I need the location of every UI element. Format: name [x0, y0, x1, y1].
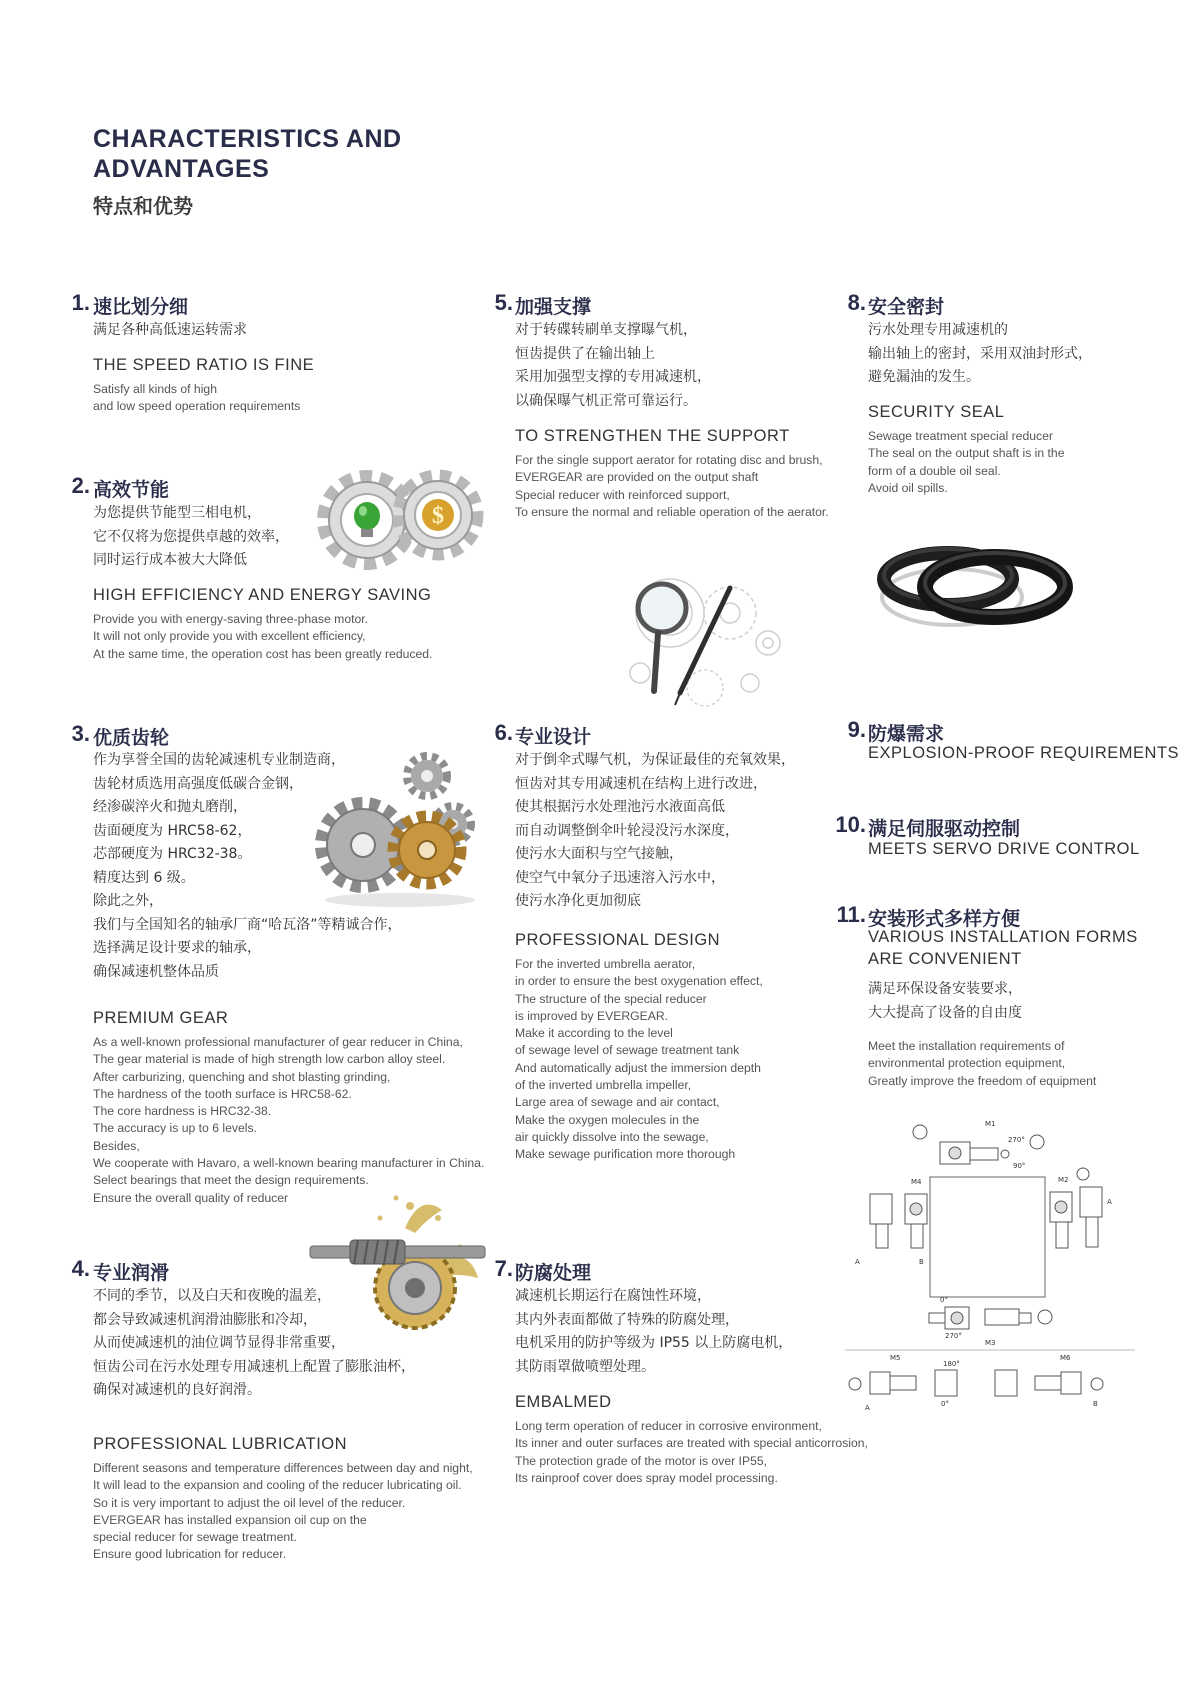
en-line: of sewage level of sewage treatment tank: [515, 1043, 740, 1058]
en-line: Different seasons and temperature differences between day and night,: [93, 1461, 473, 1475]
zh-line: 齿轮材质选用高强度低碳合金钢，: [93, 775, 303, 792]
en-line: The hardness of the tooth surface is HRC58-62.: [93, 1086, 352, 1101]
section-title: 防爆需求: [868, 723, 945, 745]
section-en-title: PROFESSIONAL DESIGN: [515, 931, 721, 949]
en-line: is improved by EVERGEAR.: [515, 1008, 669, 1023]
section-en-title: MEETS SERVO DRIVE CONTROL: [868, 840, 1140, 858]
en-line: special reducer for sewage treatment.: [93, 1530, 297, 1545]
en-line: And automatically adjust the immersion depth: [515, 1060, 761, 1075]
zh-line: 作为享誉全国的齿轮减速机专业制造商，: [93, 752, 345, 768]
en-line: Make sewage purification more thorough: [515, 1147, 736, 1162]
label-m6: M6: [1060, 1354, 1071, 1362]
en-line: Ensure good lubrication for reducer.: [93, 1547, 287, 1562]
reducer-m5-icon: [849, 1370, 957, 1396]
en-line: It will not only provide you with excellent efficiency,: [93, 629, 366, 644]
label-270-bottom: 270°: [945, 1332, 962, 1340]
zh-line: 恒齿公司在污水处理专用减速机上配置了膨胀油杯，: [93, 1358, 415, 1375]
section-en-title: TO STRENGTHEN THE SUPPORT: [515, 427, 790, 445]
section-en-title: EXPLOSION-PROOF REQUIREMENTS: [868, 744, 1180, 762]
zh-line: 确保对减速机的良好润滑。: [93, 1382, 261, 1398]
en-line: Avoid oil spills.: [868, 480, 948, 495]
zh-line: 芯部硬度为 HRC32-38。: [93, 846, 252, 862]
zh-line: 使污水净化更加彻底: [515, 893, 641, 909]
en-line: Long term operation of reducer in corrosive environment,: [515, 1419, 822, 1433]
section-en-title: PREMIUM GEAR: [93, 1009, 229, 1027]
zh-line: 我们与全国知名的轴承厂商“哈瓦洛”等精诚合作，: [93, 916, 402, 933]
section-title: 优质齿轮: [93, 727, 170, 749]
zh-line: 满足环保设备安装要求，: [868, 981, 1022, 997]
zh-line: 除此之外，: [93, 893, 163, 909]
reducer-m3-icon: [929, 1307, 1052, 1329]
zh-line: 其防雨罩做喷塑处理。: [515, 1358, 655, 1375]
zh-line: 使其根据污水处理池污水液面高低: [515, 799, 725, 815]
en-line: For the single support aerator for rotating disc and brush,: [515, 453, 823, 467]
section-zh-text: [515, 1285, 792, 1379]
en-line: Provide you with energy-saving three-phase motor.: [93, 612, 369, 626]
section-en-title: [868, 926, 1138, 970]
en-line: Sewage treatment special reducer: [868, 429, 1053, 443]
en-line: Large area of sewage and air contact,: [515, 1095, 720, 1110]
en-line: EVERGEAR has installed expansion oil cup on the: [93, 1512, 367, 1527]
section-en-text: [515, 452, 829, 521]
en-line: The structure of the special reducer: [515, 991, 707, 1006]
label-b-m6: B: [1093, 1400, 1098, 1408]
mounting-frame: [930, 1177, 1045, 1297]
reducer-m1-icon: [913, 1125, 1044, 1164]
zh-line: 对于转碟转刷单支撑曝气机，: [515, 322, 697, 338]
label-90: 90°: [1013, 1162, 1026, 1170]
zh-line: 使污水大面积与空气接触，: [515, 846, 683, 862]
zh-line: 恒齿对其专用减速机在结构上进行改进，: [515, 775, 767, 792]
section-number: 1.: [71, 290, 90, 315]
zh-line: 大大提高了设备的自由度: [868, 1004, 1022, 1021]
dollar-coin-icon: [422, 499, 454, 531]
en-line: After carburizing, quenching and shot blasting grinding,: [93, 1069, 391, 1084]
section-en-text: [868, 428, 1064, 497]
gear-cluster-illustration: [315, 750, 485, 910]
en-line: form of a double oil seal.: [868, 463, 1001, 478]
zh-line: 经渗碳淬火和抛丸磨削，: [93, 799, 247, 815]
section-number: 4.: [71, 1256, 90, 1281]
section-title: 加强支撑: [515, 296, 592, 318]
en-line: Special reducer with reinforced support,: [515, 487, 730, 502]
section-en-title: PROFESSIONAL LUBRICATION: [93, 1435, 348, 1453]
label-a-right: A: [1107, 1198, 1112, 1206]
section-zh-text: [515, 749, 795, 914]
zh-line: 使空气中氧分子迅速溶入污水中，: [515, 869, 725, 886]
en-line: in order to ensure the best oxygenation effect,: [515, 974, 763, 989]
zh-line: 为您提供节能型三相电机，: [93, 505, 261, 521]
zh-line: 不同的季节，以及白天和夜晚的温差，: [93, 1288, 331, 1304]
en-line: At the same time, the operation cost has been greatly reduced.: [93, 646, 433, 661]
en-line: For the inverted umbrella aerator,: [515, 957, 696, 971]
section-number: 8.: [847, 290, 866, 315]
section-zh-text: [515, 319, 711, 413]
page-title: [93, 124, 493, 184]
design-sketch-illustration: [620, 573, 795, 723]
section-number: 6.: [494, 720, 513, 745]
page-title-line1: CHARACTERISTICS AND: [93, 125, 402, 153]
en-line: Ensure the overall quality of reducer: [93, 1190, 289, 1205]
section-number: 7.: [494, 1256, 513, 1281]
en-line: The protection grade of the motor is over IP55,: [515, 1453, 768, 1468]
section-title: 安装形式多样方便: [868, 908, 1021, 930]
reducer-m6-icon: [995, 1370, 1103, 1396]
section-title: 防腐处理: [515, 1262, 592, 1284]
zh-line: 同时运行成本被大大降低: [93, 552, 247, 568]
zh-line: 满足各种高低速运转需求: [93, 322, 247, 338]
zh-line: 精度达到 6 级。: [93, 869, 195, 886]
section-number: 3.: [71, 721, 90, 746]
label-0: 0°: [940, 1296, 948, 1304]
zh-line: 污水处理专用减速机的: [868, 322, 1008, 338]
en-line: air quickly dissolve into the sewage,: [515, 1129, 709, 1144]
section-number: 10.: [835, 812, 866, 837]
section-en-title: THE SPEED RATIO IS FINE: [93, 356, 315, 374]
section-en-text: [93, 1460, 473, 1564]
section-en-text: [93, 611, 432, 663]
zh-line: 齿面硬度为 HRC58-62，: [93, 822, 252, 839]
section-en-title: HIGH EFFICIENCY AND ENERGY SAVING: [93, 586, 432, 604]
label-a-left: A: [855, 1258, 860, 1266]
en-line: It will lead to the expansion and cooling of the reducer lubricating oil.: [93, 1478, 462, 1493]
en-line: EVERGEAR are provided on the output shaft: [515, 470, 759, 485]
zh-line: 它不仅将为您提供卓越的效率，: [93, 528, 289, 545]
label-m1: M1: [985, 1120, 996, 1128]
en-line: of the inverted umbrella impeller,: [515, 1078, 692, 1093]
section-title: 安全密封: [868, 296, 945, 318]
en-line: The core hardness is HRC32-38.: [93, 1104, 272, 1119]
zh-line: 采用加强型支撑的专用减速机，: [515, 369, 711, 385]
seal-ring-icon: [925, 553, 1065, 617]
page-title-line2: ADVANTAGES: [93, 155, 270, 183]
en-line: So it is very important to adjust the oil level of the reducer.: [93, 1495, 406, 1510]
section-title: 高效节能: [93, 479, 170, 501]
zh-line: 电机采用的防护等级为 IP55 以上防腐电机，: [515, 1335, 793, 1351]
reducer-m4-icon: [870, 1194, 927, 1248]
zh-line: 确保减速机整体品质: [93, 963, 219, 980]
label-0-m5: 0°: [941, 1400, 949, 1408]
en-line: Make it according to the level: [515, 1026, 673, 1041]
section-en-title: EMBALMED: [515, 1393, 612, 1411]
svg-text:$: $: [432, 503, 444, 529]
section-title: 专业润滑: [93, 1262, 170, 1284]
label-b-left: B: [919, 1258, 924, 1266]
en-line: Its inner and outer surfaces are treated with special anticorrosion,: [515, 1436, 868, 1451]
section-en-title: SECURITY SEAL: [868, 403, 1005, 421]
en-line: To ensure the normal and reliable operation of the aerator.: [515, 504, 829, 519]
zh-line: 避免漏油的发生。: [868, 369, 980, 385]
section-number: 5.: [494, 290, 513, 315]
en-line: The seal on the output shaft is in the: [868, 446, 1065, 461]
section-number: 11.: [836, 902, 866, 927]
en-title-line: VARIOUS INSTALLATION FORMS: [868, 928, 1138, 946]
section-title: 专业设计: [515, 726, 592, 748]
en-line: environmental protection equipment,: [868, 1056, 1066, 1071]
en-line: Satisfy all kinds of high: [93, 382, 217, 396]
label-m3: M3: [985, 1339, 996, 1347]
label-270: 270°: [1008, 1136, 1025, 1144]
en-line: Select bearings that meet the design requirements.: [93, 1173, 369, 1188]
section-number: 2.: [71, 473, 90, 498]
en-line: Meet the installation requirements of: [868, 1039, 1065, 1053]
zh-line: 选择满足设计要求的轴承，: [93, 940, 261, 956]
en-line: Make the oxygen molecules in the: [515, 1112, 700, 1127]
section-zh-text: [93, 319, 247, 343]
zh-line: 恒齿提供了在输出轴上: [515, 345, 655, 362]
en-line: The gear material is made of high strength low carbon alloy steel.: [93, 1052, 446, 1067]
section-zh-text: [868, 978, 1022, 1025]
section-zh-text: [93, 502, 289, 573]
label-m2: M2: [1058, 1176, 1069, 1184]
gear-icon: [407, 756, 447, 796]
zh-line: 都会导致减速机润滑油膨胀和冷却，: [93, 1311, 317, 1328]
section-en-text: [868, 1038, 1096, 1090]
installation-positions-diagram: [845, 1112, 1135, 1417]
en-title-line: ARE CONVENIENT: [868, 950, 1022, 968]
label-a-m5: A: [865, 1404, 870, 1412]
zh-line: 输出轴上的密封，采用双油封形式，: [868, 345, 1092, 362]
label-m4: M4: [911, 1178, 922, 1186]
zh-line: 以确保曝气机正常可靠运行。: [515, 392, 697, 409]
zh-line: 其内外表面都做了特殊的防腐处理，: [515, 1311, 739, 1328]
magnifier-icon: [638, 584, 686, 691]
zh-line: 从而使减速机的油位调节显得非常重要，: [93, 1335, 345, 1351]
oil-seal-illustration: [870, 535, 1075, 635]
oil-shaft-illustration: [310, 1188, 485, 1338]
section-zh-text: [868, 319, 1092, 390]
energy-gears-illustration: [320, 465, 485, 570]
en-line: The accuracy is up to 6 levels.: [93, 1121, 257, 1136]
en-line: As a well-known professional manufacturer of gear reducer in China,: [93, 1035, 463, 1049]
section-en-text: [93, 381, 300, 416]
section-title: 速比划分细: [93, 296, 189, 318]
en-line: Greatly improve the freedom of equipment: [868, 1073, 1097, 1088]
en-line: Its rainproof cover does spray model processing.: [515, 1470, 778, 1485]
en-line: and low speed operation requirements: [93, 399, 301, 414]
en-line: Besides,: [93, 1138, 140, 1153]
zh-line: 减速机长期运行在腐蚀性环境，: [515, 1288, 711, 1304]
section-title: 满足伺服驱动控制: [868, 818, 1021, 840]
section-en-text: [515, 956, 763, 1164]
zh-line: 而自动调整倒伞叶轮浸没污水深度，: [515, 822, 739, 839]
section-en-text: [93, 1034, 484, 1207]
label-m5: M5: [890, 1354, 901, 1362]
section-en-text: [515, 1418, 868, 1487]
page-subtitle: 特点和优势: [93, 194, 193, 218]
en-line: We cooperate with Havaro, a well-known bearing manufacturer in China.: [93, 1156, 485, 1171]
section-number: 9.: [847, 717, 866, 742]
zh-line: 对于倒伞式曝气机，为保证最佳的充氧效果，: [515, 752, 795, 768]
label-180: 180°: [943, 1360, 960, 1368]
